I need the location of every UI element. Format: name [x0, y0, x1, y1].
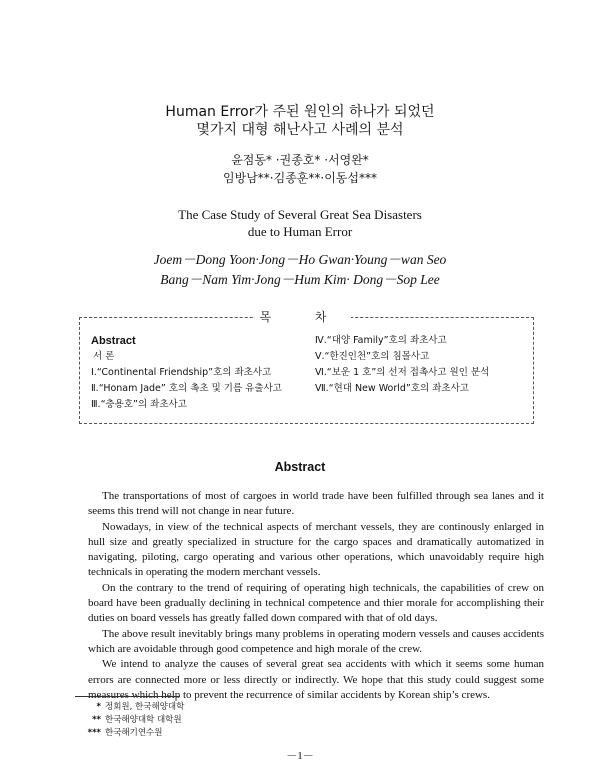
abstract-paragraph: We intend to analyze the causes of several great sea accidents with which it seems some human errors are connected more or less directly or indirectly. We hope that this study could suggest some measures which help to prevent the recurrence of similar accidents by Korean ship’s crews. [88, 658, 544, 701]
abstract-body [88, 489, 544, 703]
abstract-paragraph: The above result inevitably brings many problems in operating modern vessels and causes accidents which are avoidable through good competence and high morale of the crew. [88, 627, 544, 655]
korean-authors-line-2: 임방남**·김종훈**·이동섭*** [223, 171, 377, 185]
footnote-mark: * [96, 702, 101, 712]
footnote [75, 727, 184, 740]
english-authors-line-2: Bang－Nam Yim·Jong－Hum Kim· Dong－Sop Lee [160, 272, 440, 287]
korean-title-line-1: Human Error가 주된 원인의 하나가 되었던 [165, 104, 435, 120]
footnote-text: 한국해양대학 대학원 [105, 715, 182, 725]
footnote-mark: ** [92, 715, 101, 725]
english-title-line-2: due to Human Error [247, 224, 353, 239]
korean-title-line-2: 몇가지 대형 해난사고 사례의 분석 [196, 122, 404, 138]
toc-left-column [91, 333, 282, 413]
toc-item-section-5[interactable]: Ⅴ.“한진인천”호의 침몰사고 [315, 351, 430, 362]
toc-item-section-6[interactable]: Ⅵ.“보운 1 호”의 선저 접촉사고 원인 분석 [315, 367, 490, 378]
toc-heading: 목 차 [255, 309, 351, 326]
footnote-text: 한국해기연수원 [105, 728, 163, 738]
footnote-mark: *** [87, 728, 101, 738]
toc-item-section-7[interactable]: Ⅶ.“현대 New World”호의 좌초사고 [315, 383, 469, 394]
toc-item-section-4[interactable]: Ⅳ.“대양 Family”호의 좌초사고 [315, 335, 447, 346]
toc-item-introduction[interactable]: 서 론 [93, 351, 115, 362]
footnote-text: 정회원, 한국해양대학 [105, 702, 185, 712]
footnote [75, 714, 184, 727]
abstract-heading: Abstract [274, 460, 326, 474]
korean-authors-line-1: 윤점동* ·권종호* ·서영완* [231, 153, 369, 167]
english-title-line-1: The Case Study of Several Great Sea Disasters [178, 207, 422, 222]
toc-item-section-3[interactable]: Ⅲ.“충용호”의 좌초사고 [91, 399, 187, 410]
abstract-paragraph: On the contrary to the trend of requiring of operating high technicals, the capabilities of crew on board have been gradually declining in technical competence and thier morale for accomplishing their duties on board vessels has greatly falled down compared with that of old days. [88, 581, 544, 625]
footnote-divider [75, 696, 180, 697]
toc-right-column [315, 333, 489, 397]
toc-item-section-1[interactable]: Ⅰ.“Continental Friendship”호의 좌초사고 [91, 367, 272, 378]
footnote [75, 701, 184, 714]
page-number: －1－ [286, 750, 314, 762]
abstract-paragraph: The transportations of most of cargoes in world trade have been fulfilled through sea lanes and it seems this trend will not change in near future. [88, 490, 544, 518]
footnotes [75, 701, 184, 740]
toc-item-section-2[interactable]: Ⅱ.“Honam Jade” 호의 촉초 및 기름 유출사고 [91, 383, 282, 394]
abstract-paragraph: Nowadays, in view of the technical aspects of merchant vessels, they are continously enlarged in hull size and greatly specialized in structure for the cargo spaces and dramatically automatized in navigating, piloting, cargo operating and various other operations, which unavoidably require high technicals in operating the modern merchant vessels. [88, 520, 544, 579]
toc-item-abstract[interactable]: Abstract [91, 335, 136, 347]
english-authors-line-1: Joem－Dong Yoon·Jong－Ho Gwan·Young－wan Seo [153, 252, 447, 267]
